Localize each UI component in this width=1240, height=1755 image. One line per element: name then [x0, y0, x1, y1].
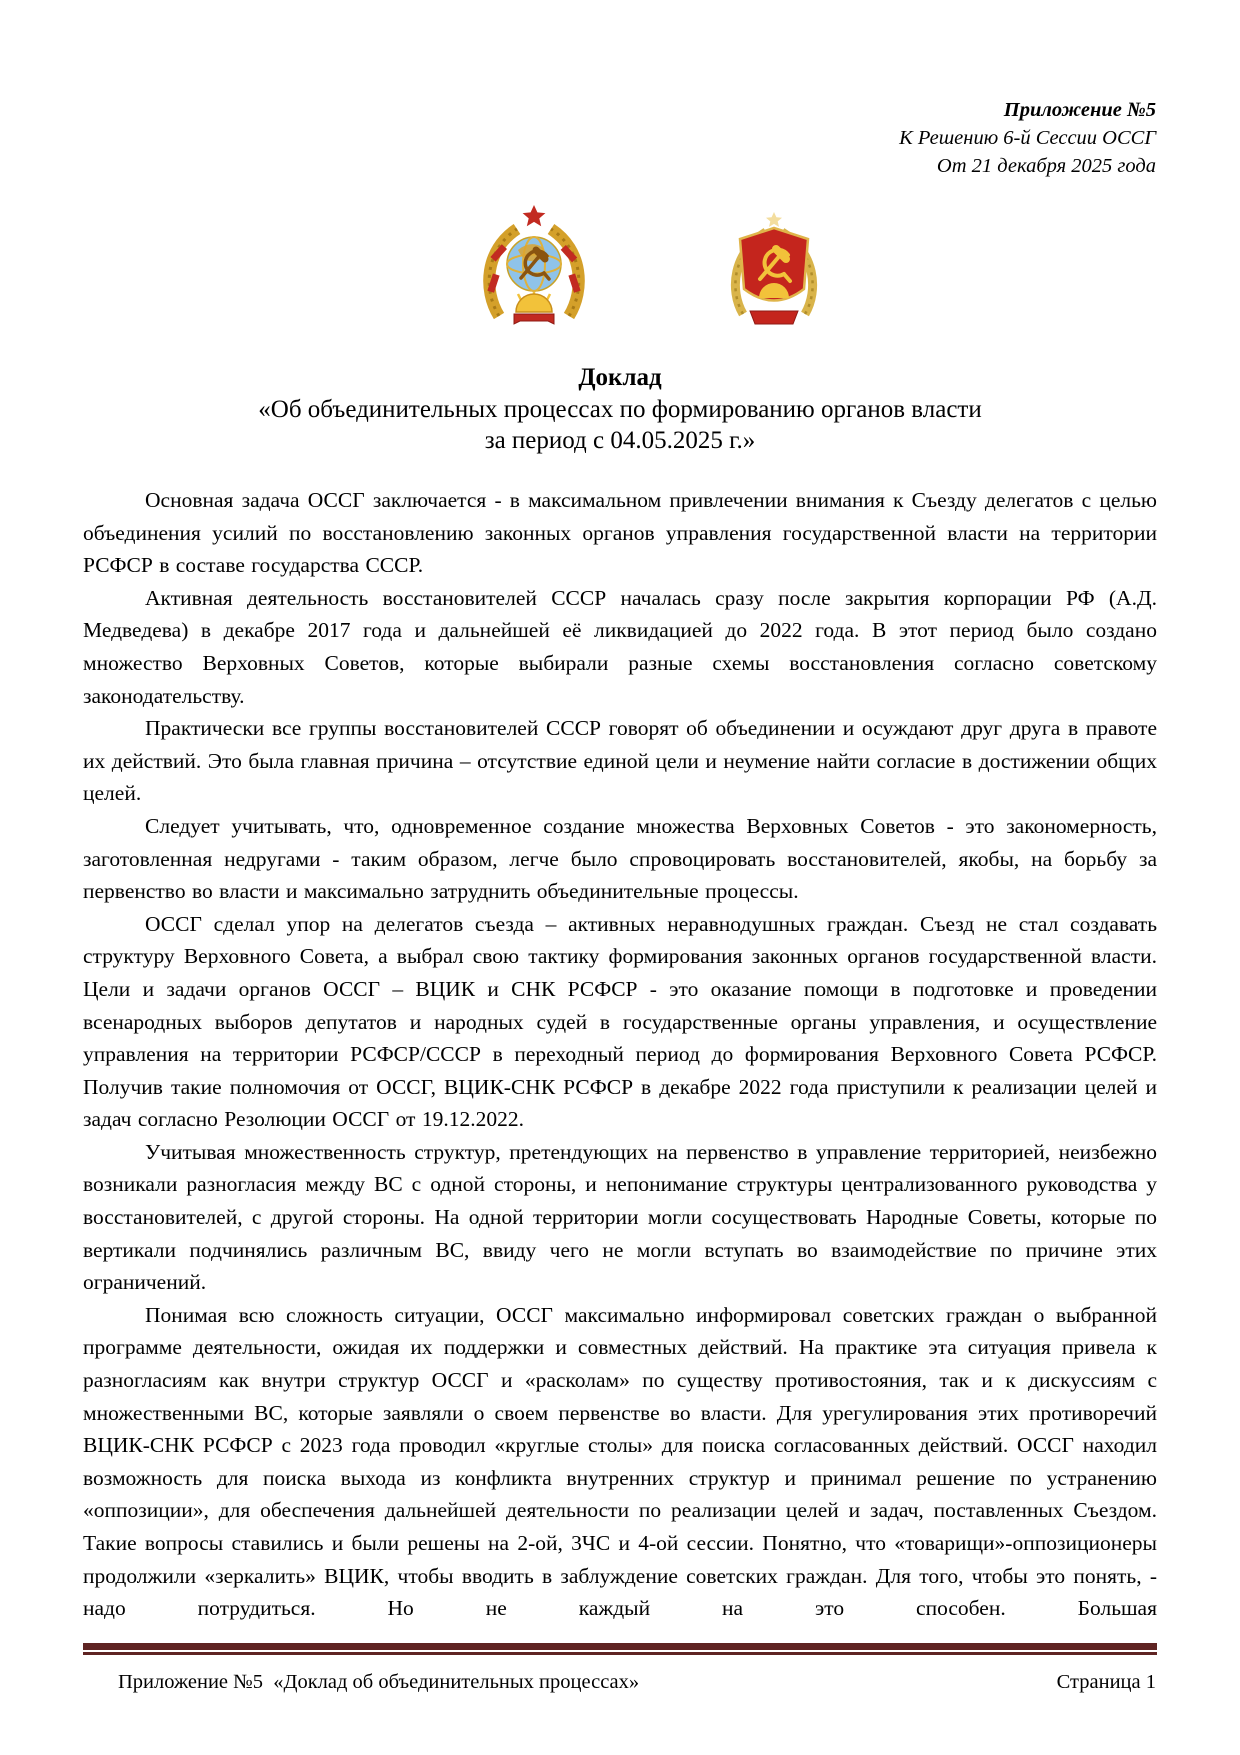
- footer-divider: [83, 1643, 1157, 1655]
- rsfsr-coat-of-arms-icon: [726, 208, 822, 339]
- header-annotation: [899, 96, 1156, 180]
- paragraph: Активная деятельность восстановителей СССР началась сразу после закрытия корпорации РФ (А.Д. Медведева) в декабре 2017 года и дальнейшей её ликвидацией до 2022 года. В этот период было создано множество Верховных Советов, которые выбирали разные схемы восстановления согласно советскому законодательству.: [83, 585, 1157, 708]
- annotation-decision-ref: К Решению 6-й Сессии ОССГ: [899, 127, 1156, 149]
- paragraph: Следует учитывать, что, одновременное создание множества Верховных Советов - это закономерность, заготовленная недругами - таким образом, легче было спровоцировать восстановителей, якобы, на борьбу за первенство во власти и максимально затруднить объединительные процессы.: [83, 813, 1157, 904]
- annotation-date: От 21 декабря 2025 года: [936, 155, 1156, 177]
- document-title: Доклад: [578, 364, 662, 391]
- paragraph: ОССГ сделал упор на делегатов съезда – активных неравнодушных граждан. Съезд не стал создавать структуру Верховного Совета, а выбрал свою тактику формирования законных органов государственной власти. Цели и задачи органов ОССГ – ВЦИК и СНК РСФСР - это оказание помощи в подготовке и проведении всенародных выборов депутатов и народных судей в государственные органы управления, и осуществление управления на территории РСФСР/СССР в переходный период до формирования Верховного Совета РСФСР. Получив такие полномочия от ОССГ, ВЦИК-СНК РСФСР в декабре 2022 года приступили к реализации целей и задач согласно Резолюции ОССГ от 19.12.2022.: [83, 911, 1157, 1132]
- document-body: [83, 484, 1157, 1625]
- paragraph: Учитывая множественность структур, претендующих на первенство в управление территорией, неизбежно возникали разногласия между ВС с одной стороны, и непонимание структуры централизованного руководства у восстановителей, с другой стороны. На одной территории могли сосуществовать Народные Советы, которые по вертикали подчинялись различным ВС, ввиду чего не могли вступать во взаимодействие по причине этих ограничений.: [83, 1139, 1157, 1295]
- paragraph: Практически все группы восстановителей СССР говорят об объединении и осуждают друг друга в правоте их действий. Это была главная причина – отсутствие единой цели и неумение найти согласие в достижении общих целей.: [83, 716, 1157, 806]
- document-subtitle-line2: за период с 04.05.2025 г.»: [484, 427, 756, 454]
- footer-page-number: Страница 1: [1056, 1671, 1156, 1693]
- paragraph: Основная задача ОССГ заключается - в максимальном привлечении внимания к Съезду делегатов с целью объединения усилий по восстановлению законных органов управления государственной власти на территории РСФСР в составе государства СССР.: [83, 488, 1157, 578]
- paragraph: Понимая всю сложность ситуации, ОССГ максимально информировал советских граждан о выбранной программе деятельности, ожидая их поддержки и совместных действий. На практике эта ситуация привела к разногласиям как внутри структур ОССГ и «расколам» по существу противостояния, так и к дискуссиям с множественными ВС, которые заявляли о своем первенстве во власти. Для урегулирования этих противоречий ВЦИК-СНК РСФСР с 2023 года проводил «круглые столы» для поиска согласованных действий. ОССГ находил возможность для поиска выхода из конфликта внутренних структур и принимал решение по устранению «оппозиции», для обеспечения дальнейшей деятельности по реализации целей и задач, поставленных Съездом. Такие вопросы ставились и были решены на 2-ой, 3ЧС и 4-ой сессии. Понятно, что «товарищи»-оппозиционеры продолжили «зеркалить» ВЦИК, чтобы вводить в заблуждение советских граждан. Для того, чтобы это понять, - надо потрудиться. Но не каждый на это способен. Большая: [83, 1302, 1157, 1621]
- footer-appendix-label: Приложение №5 «Доклад об объединительных процессах»: [118, 1671, 640, 1693]
- annotation-appendix-number: Приложение №5: [1003, 99, 1156, 121]
- footer: [83, 1669, 1156, 1695]
- title-block: [84, 362, 1156, 457]
- document-subtitle-line1: «Об объединительных процессах по формированию органов власти: [258, 395, 982, 423]
- emblems-row: [0, 202, 1240, 338]
- ussr-coat-of-arms-icon: [478, 202, 590, 337]
